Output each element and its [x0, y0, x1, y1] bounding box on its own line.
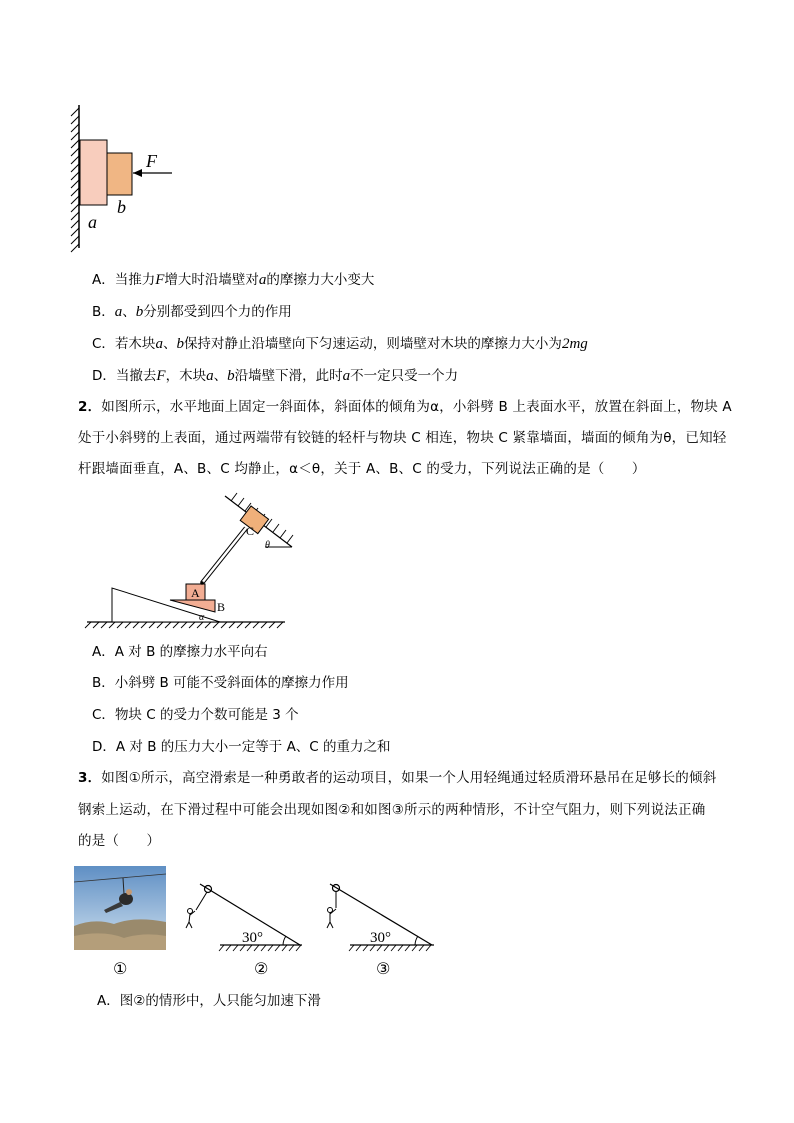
q2-option-d: D．A 对 B 的压力大小一定等于 A、C 的重力之和	[92, 739, 391, 755]
block-a	[80, 140, 107, 205]
figure-wedge-system	[85, 490, 305, 635]
zipline-photo	[74, 866, 166, 950]
q2-option-b: B．小斜劈 B 可能不受斜面体的摩擦力作用	[92, 675, 349, 691]
q2-stem-line3: 杆跟墙面垂直，A、B、C 均静止，α＜θ，关于 A、B、C 的受力，下列说法正确的是（ ）	[78, 461, 646, 477]
label-alpha: α	[199, 612, 205, 623]
ground	[85, 622, 285, 628]
q1-option-c: C．若木块a、b保持对静止沿墙壁向下匀速运动，则墙壁对木块的摩擦力大小为2mg	[92, 336, 588, 352]
block-b	[107, 153, 132, 195]
label-b: b	[117, 197, 126, 217]
label-C: C	[246, 524, 255, 538]
q2-stem-line1: 2．如图所示，水平地面上固定一斜面体，斜面体的倾角为α，小斜劈 B 上表面水平，放置在斜面上，物块 A	[78, 399, 732, 415]
label-a: a	[88, 212, 97, 232]
zipline-figure-3	[316, 880, 446, 960]
q1-option-a: A．当推力F增大时沿墙壁对a的摩擦力大小变大	[92, 272, 375, 288]
zipline-figure-2	[180, 880, 310, 960]
angle-label-2: 30°	[242, 930, 263, 946]
rope-2	[196, 892, 207, 910]
angle-label-3: 30°	[370, 930, 391, 946]
figure-label-3: ③	[376, 959, 391, 978]
person-2	[186, 909, 195, 929]
q2-option-a: A．A 对 B 的摩擦力水平向右	[92, 644, 268, 660]
q3-stem-line1: 3．如图①所示，高空滑索是一种勇敢者的运动项目，如果一个人用轻绳通过轻质滑环悬吊在足够长的倾斜	[78, 770, 717, 786]
figure-label-1: ①	[113, 959, 128, 978]
q2-option-c: C．物块 C 的受力个数可能是 3 个	[92, 707, 299, 723]
q3-stem-line2: 钢索上运动，在下滑过程中可能会出现如图②和如图③所示的两种情形，不计空气阻力，则下列说法正确	[78, 802, 706, 818]
q3-option-a: A．图②的情形中，人只能匀加速下滑	[97, 993, 321, 1009]
ground-3	[349, 945, 434, 951]
label-theta: θ	[265, 540, 270, 551]
person-3	[327, 908, 336, 929]
wall	[71, 105, 79, 252]
label-B: B	[217, 600, 226, 614]
figure-wall-blocks	[60, 100, 190, 240]
q2-stem-line2: 处于小斜劈的上表面，通过两端带有铰链的轻杆与物块 C 相连，物块 C 紧靠墙面，墙面的倾角为θ，已知轻	[78, 430, 727, 446]
figure-label-2: ②	[254, 959, 269, 978]
label-F: F	[146, 151, 157, 171]
q1-option-d: D．当撤去F，木块a、b沿墙壁下滑，此时a不一定只受一个力	[92, 368, 459, 384]
light-rod	[200, 528, 246, 585]
label-A: A	[191, 586, 200, 600]
q3-stem-line3: 的是（ ）	[78, 833, 161, 849]
q1-option-b: B．a、b分别都受到四个力的作用	[92, 304, 292, 320]
